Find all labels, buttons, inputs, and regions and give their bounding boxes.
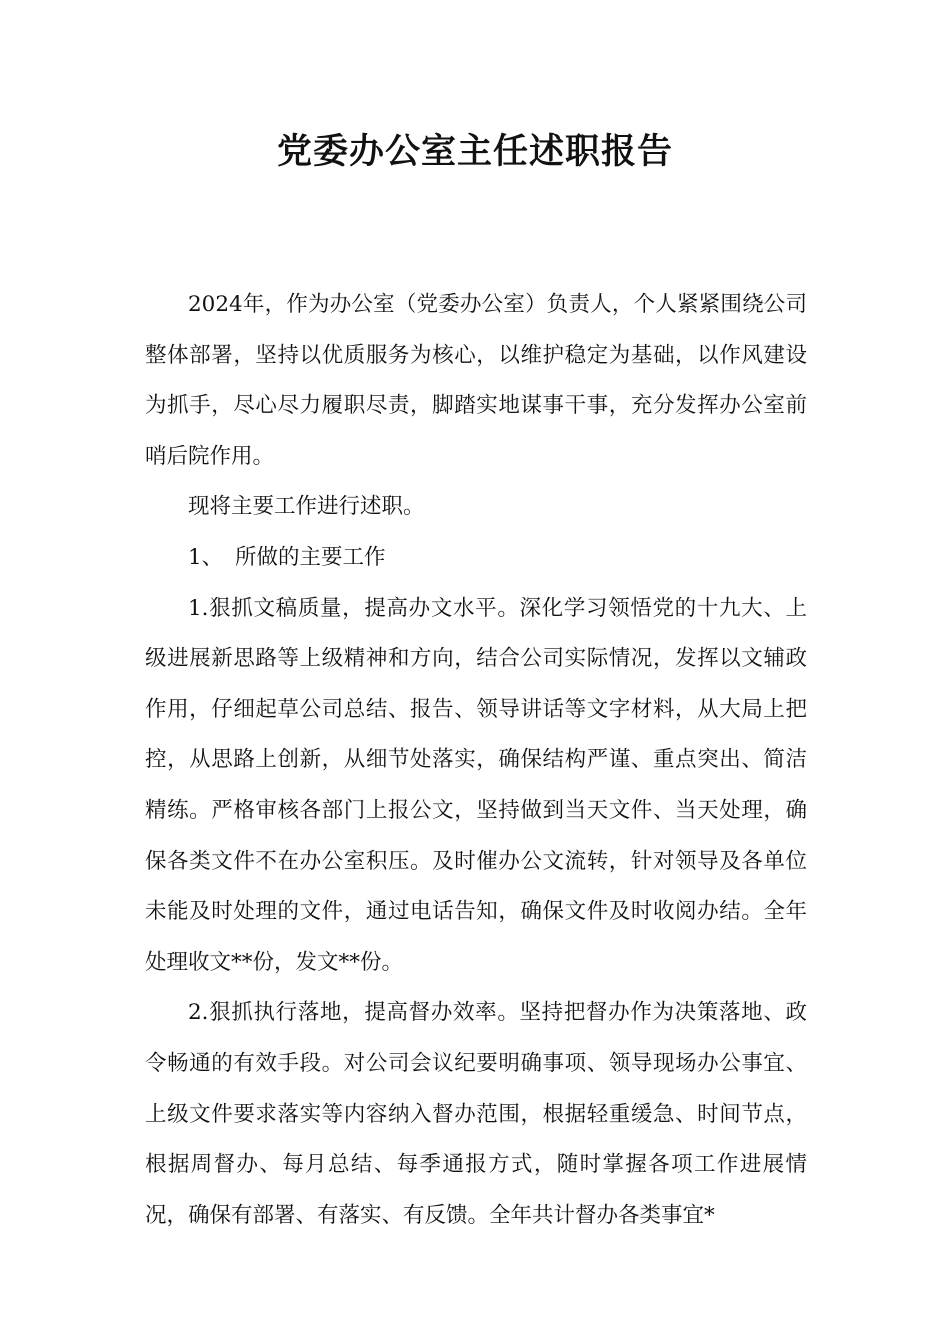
section-number: 1、: [188, 544, 224, 570]
intro-paragraph: 2024年，作为办公室（党委办公室）负责人，个人紧紧围绕公司整体部署，坚持以优质服务为核心，以维护稳定为基础，以作风建设为抓手，尽心尽力履职尽责，脚踏实地谋事干事，充分发挥办公室前哨后院作用。: [145, 292, 807, 469]
section-heading-text: 所做的主要工作: [235, 544, 386, 570]
section-heading: [145, 533, 807, 584]
statement-paragraph: 现将主要工作进行述职。: [188, 494, 425, 520]
document-body: [145, 280, 807, 1241]
page-title: 党委办公室主任述职报告: [276, 132, 673, 172]
work-item-1: 1.狠抓文稿质量，提高办文水平。深化学习领悟党的十九大、上级进展新思路等上级精神和方向，结合公司实际情况，发挥以文辅政作用，仔细起草公司总结、报告、领导讲话等文字材料，从大局上把控，从思路上创新，从细节处落实，确保结构严谨、重点突出、简洁精练。严格审核各部门上报公文，坚持做到当天文件、当天处理，确保各类文件不在办公室积压。及时催办公文流转，针对领导及各单位未能及时处理的文件，通过电话告知，确保文件及时收阅办结。全年处理收文**份，发文**份。: [145, 595, 807, 975]
work-item-2: 2.狠抓执行落地，提高督办效率。坚持把督办作为决策落地、政令畅通的有效手段。对公司会议纪要明确事项、领导现场办公事宜、上级文件要求落实等内容纳入督办范围，根据轻重缓急、时间节点，根据周督办、每月总结、每季通报方式，随时掌握各项工作进展情况，确保有部署、有落实、有反馈。全年共计督办各类事宜*: [145, 1000, 807, 1228]
